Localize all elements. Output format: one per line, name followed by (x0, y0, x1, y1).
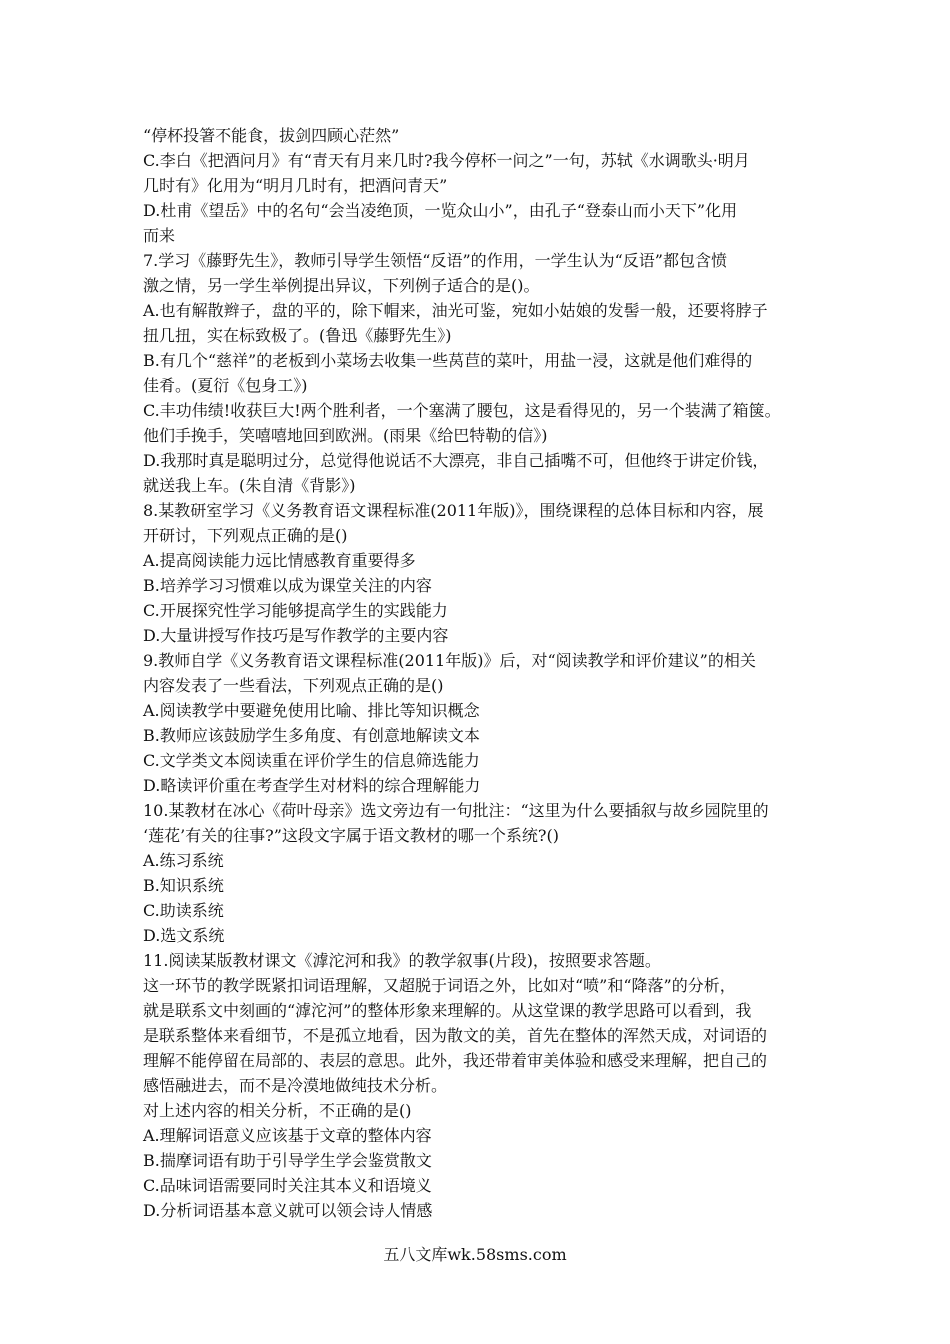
text-line: 7.学习《藤野先生》，教师引导学生领悟“反语”的作用，一学生认为“反语”都包含愤 (143, 251, 727, 270)
text-line: D.杜甫《望岳》中的名句“会当凌绝顶，一览众山小”，由孔子“登泰山而小天下”化用 (143, 201, 738, 220)
text-line: D.我那时真是聪明过分，总觉得他说话不大漂亮，非自己插嘴不可，但他终于讲定价钱， (143, 451, 769, 470)
text-line: ‘莲花’有关的往事?”这段文字属于语文教材的哪一个系统?() (143, 826, 559, 845)
text-line: C.文学类文本阅读重在评价学生的信息筛选能力 (143, 751, 480, 770)
text-line: C.丰功伟绩!收获巨大!两个胜利者，一个塞满了腰包，这是看得见的，另一个装满了箱箧。 (143, 401, 781, 420)
text-line: 11.阅读某版教材课文《滹沱河和我》的教学叙事(片段)，按照要求答题。 (143, 951, 661, 970)
text-line: D.选文系统 (143, 926, 225, 945)
text-line: 这一环节的教学既紧扣词语理解，又超脱于词语之外，比如对“喷”和“降落”的分析， (143, 976, 736, 995)
text-line: A.阅读教学中要避免使用比喻、排比等知识概念 (143, 701, 480, 720)
text-line: B.知识系统 (143, 876, 224, 895)
text-line: 扭几扭，实在标致极了。(鲁迅《藤野先生》) (143, 326, 452, 345)
text-line: 感悟融进去，而不是冷漠地做纯技术分析。 (143, 1076, 448, 1095)
text-line: 就送我上车。(朱自清《背影》) (143, 476, 356, 495)
text-line: A.提高阅读能力远比情感教育重要得多 (143, 551, 416, 570)
text-line: B.教师应该鼓励学生多角度、有创意地解读文本 (143, 726, 480, 745)
text-line: D.大量讲授写作技巧是写作教学的主要内容 (143, 626, 449, 645)
text-line: A.理解词语意义应该基于文章的整体内容 (143, 1126, 432, 1145)
text-line: 9.教师自学《义务教育语文课程标准(2011年版)》后，对“阅读教学和评价建议”的相关 (143, 651, 756, 670)
text-line: A.练习系统 (143, 851, 224, 870)
page-footer: 五八文库wk.58sms.com (383, 1245, 567, 1264)
text-line: D.略读评价重在考查学生对材料的综合理解能力 (143, 776, 481, 795)
text-line: 而来 (143, 226, 176, 245)
text-line: D.分析词语基本意义就可以领会诗人情感 (143, 1201, 433, 1220)
text-line: 就是联系文中刻画的“滹沱河”的整体形象来理解的。从这堂课的教学思路可以看到，我 (143, 1001, 752, 1020)
text-line: 几时有》化用为“明月几时有，把酒问青天” (143, 176, 448, 195)
text-line: 10.某教材在冰心《荷叶母亲》选文旁边有一句批注：“这里为什么要插叙与故乡园院里的 (143, 801, 769, 820)
text-line: C.助读系统 (143, 901, 224, 920)
text-line: C.李白《把酒问月》有“青天有月来几时?我今停杯一问之”一句，苏轼《水调歌头·明月 (143, 151, 750, 170)
text-line: A.也有解散辫子，盘的平的，除下帽来，油光可鉴，宛如小姑娘的发髻一般，还要将脖子 (143, 301, 768, 320)
text-line: 激之情，另一学生举例提出异议，下列例子适合的是()。 (143, 276, 540, 295)
text-line: B.培养学习习惯难以成为课堂关注的内容 (143, 576, 432, 595)
text-line: 佳肴。(夏衍《包身工》) (143, 376, 308, 395)
text-line: 开研讨，下列观点正确的是() (143, 526, 348, 545)
text-line: 是联系整体来看细节，不是孤立地看，因为散文的美，首先在整体的浑然天成，对词语的 (143, 1026, 768, 1045)
text-line: “停杯投箸不能食，拔剑四顾心茫然” (143, 126, 400, 145)
text-line: 8.某教研室学习《义务教育语文课程标准(2011年版)》，围绕课程的总体目标和内容，展 (143, 501, 764, 520)
text-line: 理解不能停留在局部的、表层的意思。此外，我还带着审美体验和感受来理解，把自己的 (143, 1051, 768, 1070)
text-line: 对上述内容的相关分析，不正确的是() (143, 1101, 412, 1120)
text-line: B.揣摩词语有助于引导学生学会鉴赏散文 (143, 1151, 432, 1170)
text-line: 他们手挽手，笑嘻嘻地回到欧洲。(雨果《给巴特勒的信》) (143, 426, 548, 445)
text-line: B.有几个“慈祥”的老板到小菜场去收集一些莴苣的菜叶，用盐一浸，这就是他们难得的 (143, 351, 753, 370)
text-line: C.品味词语需要同时关注其本义和语境义 (143, 1176, 432, 1195)
text-line: 内容发表了一些看法，下列观点正确的是() (143, 676, 444, 695)
text-line: C.开展探究性学习能够提高学生的实践能力 (143, 601, 448, 620)
